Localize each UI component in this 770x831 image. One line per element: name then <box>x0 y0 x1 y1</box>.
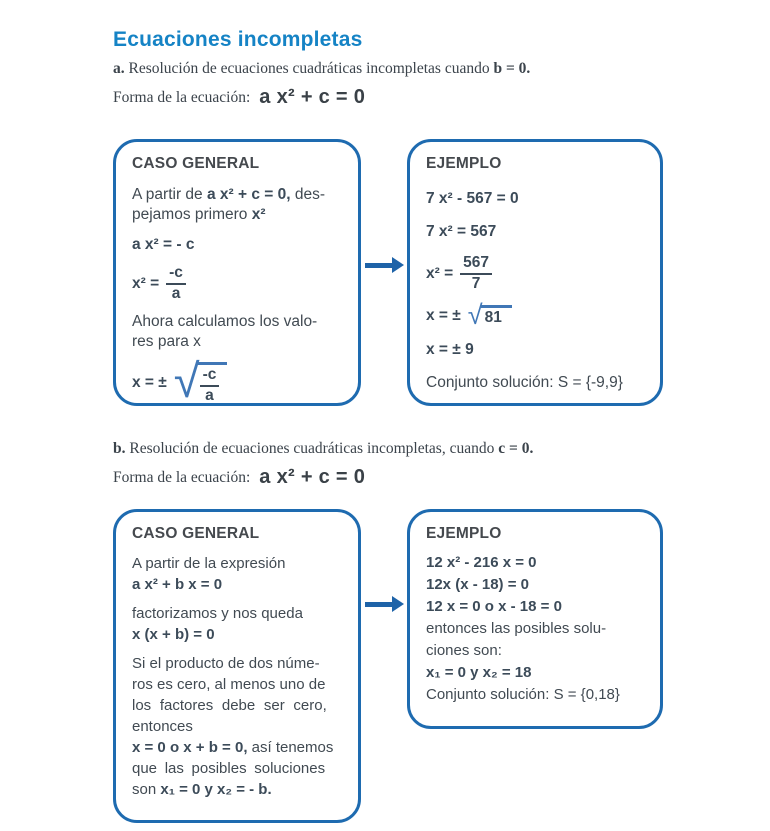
fraction <box>200 367 220 404</box>
arrow-shaft <box>365 263 392 268</box>
forma-label-b: Forma de la ecuación: <box>113 468 251 486</box>
forma-label-a: Forma de la ecuación: <box>113 88 251 106</box>
square-root <box>173 354 228 408</box>
text-line <box>132 185 343 205</box>
section-a-condition: b = 0. <box>493 60 531 77</box>
box-heading-caso-a: CASO GENERAL <box>132 155 260 172</box>
forma-ecuacion-b <box>113 466 365 489</box>
fraction-denominator: 7 <box>471 274 481 292</box>
fraction-numerator: -c <box>200 367 220 386</box>
fraction-numerator: -c <box>166 265 186 284</box>
math-line: 12 x² - 216 x = 0 <box>426 554 537 571</box>
forma-ecuacion-a <box>113 86 365 109</box>
section-b-text: Resolución de ecuaciones cuadráticas incompletas, cuando <box>129 440 495 457</box>
math-segment: x = ± <box>132 374 167 391</box>
paragraph <box>132 603 343 645</box>
arrow-right-icon <box>365 596 405 612</box>
text-line <box>132 779 343 800</box>
text-line: los factores debe ser cero, <box>132 697 327 714</box>
radical-icon: √ <box>467 299 483 330</box>
arrow-head <box>392 257 404 273</box>
fraction <box>460 255 492 292</box>
paragraph <box>132 185 343 225</box>
math-line-radical <box>426 299 645 330</box>
box-heading-ejemplo-a: EJEMPLO <box>426 155 502 172</box>
text-line <box>132 737 343 758</box>
box-heading-ejemplo-b: EJEMPLO <box>426 525 502 542</box>
square-root <box>467 299 512 330</box>
math-segment: x² = <box>132 274 160 292</box>
conjunto-line: Conjunto solución: S = {-9,9} <box>426 373 623 391</box>
caso-general-box-b <box>113 509 361 823</box>
fraction-denominator: a <box>205 386 214 404</box>
math-line: x = ± 9 <box>426 340 474 358</box>
paragraph <box>132 312 343 352</box>
math-line-radical <box>132 354 343 408</box>
text-segment: des- <box>294 186 326 203</box>
math-line: 7 x² = 567 <box>426 223 497 241</box>
text-segment: A partir de <box>132 186 203 203</box>
text-line: ciones son: <box>426 642 502 660</box>
math-line: x₁ = 0 y x₂ = 18 <box>426 664 532 682</box>
paragraph <box>132 553 343 595</box>
section-b-condition: c = 0. <box>498 440 534 457</box>
math-segment: x₁ = 0 y x₂ = - b. <box>160 781 272 798</box>
section-a-item <box>113 60 530 78</box>
math-line-fraction <box>132 265 343 302</box>
text-line: entonces <box>132 718 193 735</box>
arrow-shaft <box>365 602 392 607</box>
section-b-item <box>113 440 533 458</box>
radical-icon: √ <box>173 354 200 408</box>
text-line: Si el producto de dos núme- <box>132 655 320 672</box>
math-line: 12x (x - 18) = 0 <box>426 576 529 594</box>
text-line: ros es cero, al menos uno de <box>132 676 326 693</box>
text-line: factorizamos y nos queda <box>132 605 303 622</box>
page-title: Ecuaciones incompletas <box>113 28 363 51</box>
math-segment: x² = <box>426 264 454 282</box>
math-line: a x² = - c <box>132 236 195 254</box>
arrow-right-icon <box>365 257 405 273</box>
math-line: a x² + b x = 0 <box>132 576 223 593</box>
text-line: Ahora calculamos los valo- <box>132 312 318 330</box>
radicand: 81 <box>481 305 512 327</box>
ejemplo-box-b <box>407 509 663 729</box>
section-a-label: a. <box>113 60 125 77</box>
forma-equation-a: a x² + c = 0 <box>259 86 366 108</box>
math-segment: x = 0 o x + b = 0, <box>132 739 248 756</box>
text-line: entonces las posibles solu- <box>426 620 607 638</box>
math-line: 7 x² - 567 = 0 <box>426 190 519 207</box>
text-segment: son <box>132 781 157 798</box>
text-segment: pejamos primero <box>132 206 248 224</box>
text-line: que las posibles soluciones <box>132 760 326 777</box>
box-heading-caso-b: CASO GENERAL <box>132 525 260 542</box>
paragraph <box>132 653 343 800</box>
text-line <box>132 205 343 225</box>
conjunto-line: Conjunto solución: S = {0,18} <box>426 686 620 704</box>
caso-general-box-a <box>113 139 361 406</box>
ejemplo-box-a <box>407 139 663 406</box>
section-a-text: Resolución de ecuaciones cuadráticas incompletas cuando <box>128 60 490 77</box>
text-line: res para x <box>132 333 201 351</box>
fraction-numerator: 567 <box>460 255 492 274</box>
arrow-head <box>392 596 404 612</box>
math-line: 12 x = 0 o x - 18 = 0 <box>426 598 562 616</box>
forma-equation-b: a x² + c = 0 <box>259 466 366 488</box>
math-line: x (x + b) = 0 <box>132 626 215 643</box>
section-b-label: b. <box>113 440 126 457</box>
math-line-fraction <box>426 255 645 292</box>
radicand <box>197 362 228 404</box>
text-segment: así tenemos <box>251 739 334 756</box>
fraction-denominator: a <box>171 284 181 302</box>
math-segment: x² <box>251 206 266 224</box>
math-segment: x = ± <box>426 306 461 324</box>
math-segment: a x² + c = 0, <box>206 186 291 203</box>
fraction <box>166 265 186 302</box>
text-line: A partir de la expresión <box>132 555 286 572</box>
